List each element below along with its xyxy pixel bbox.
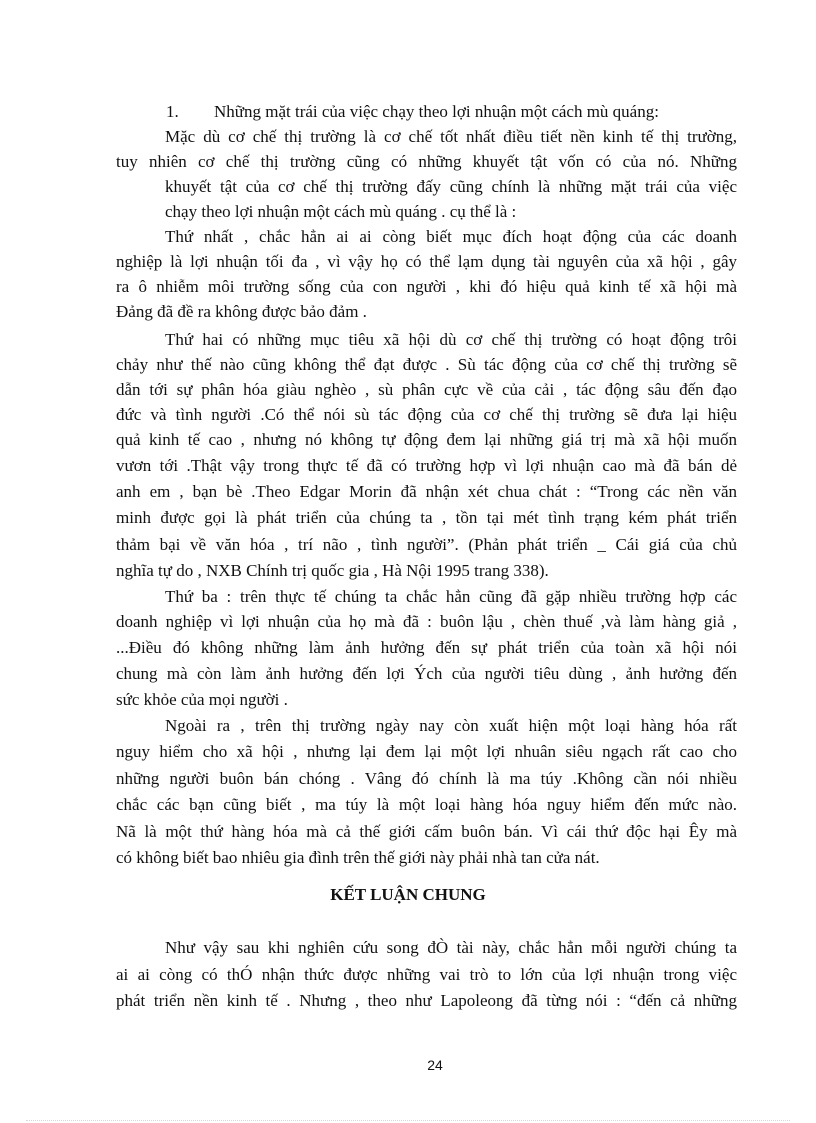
body-line: nghiệp là lợi nhuận tối đa , vì vậy họ có thể lạm dụng tài nguyên của xã hội , gây [116, 252, 737, 271]
page-number: 24 [427, 1057, 443, 1073]
body-line: sức khỏe của mọi người . [116, 690, 288, 709]
conclusion-title: KẾT LUẬN CHUNG [330, 885, 486, 904]
body-line: minh được gọi là phát triển của chúng ta , tồn tại mét tình trạng kém phát triển [116, 508, 737, 527]
conclusion-line: ai ai còng có thÓ nhận thức được những vai trò to lớn của lợi nhuận trong việc [116, 965, 737, 984]
body-line: ...Điều đó không những làm ảnh hưởng đến sự phát triển của toàn xã hội nói [116, 638, 737, 657]
body-line: Đảng đã đề ra không được bảo đảm . [116, 302, 367, 321]
body-line: Nã là một thứ hàng hóa mà cả thế giới cấm buôn bán. Vì cái thứ độc hại Êy mà [116, 822, 737, 841]
body-line: Thứ nhất , chắc hẳn ai ai còng biết mục đích hoạt động của các doanh [165, 227, 737, 246]
body-line: quả kinh tế cao , nhưng nó không tự động đem lại những giá trị mà xã hội muốn [116, 430, 737, 449]
body-line: nguy hiểm cho xã hội , nhưng lại đem lại một lợi nhuân siêu ngạch rất cao cho [116, 742, 737, 761]
body-line: tuy nhiên cơ chế thị trường cũng có những khuyết tật vốn có của nó. Những [116, 152, 737, 171]
body-line: Ngoài ra , trên thị trường ngày nay còn xuất hiện một loại hàng hóa rất [165, 716, 737, 735]
body-line: đức và tình người .Có thể nói sù tác động của cơ chế thị trường sẽ đưa lại hiệu [116, 405, 737, 424]
body-line: Thứ hai có những mục tiêu xã hội dù cơ chế thị trường có hoạt động trôi [165, 330, 737, 349]
body-line: vươn tới .Thật vậy trong thực tế đã có trường hợp vì lợi nhuận cao mà đã bán dẻ [116, 456, 737, 475]
body-line: thảm bại về văn hóa , trí não , tình người”. (Phản phát triển _ Cái giá của chủ [116, 535, 737, 554]
body-line: những người buôn bán chóng . Vâng đó chính là ma túy .Không cần nói nhiều [116, 769, 737, 788]
body-line: chạy theo lợi nhuận một cách mù quáng . cụ thể là : [165, 202, 517, 221]
body-line: chung mà còn làm ảnh hưởng đến lợi Ých của người tiêu dùng , ảnh hưởng đến [116, 664, 737, 683]
body-line: có không biết bao nhiêu gia đình trên thế giới này phải nhà tan cửa nát. [116, 848, 600, 867]
body-line: anh em , bạn bè .Theo Edgar Morin đã nhận xét chua chát : “Trong các nền văn [116, 482, 737, 501]
body-line: nghĩa tự do , NXB Chính trị quốc gia , Hà Nội 1995 trang 338). [116, 561, 549, 580]
conclusion-line: Như vậy sau khi nghiên cứu song đÒ tài này, chắc hẳn mỗi người chúng ta [165, 938, 737, 957]
body-line: dẫn tới sự phân hóa giàu nghèo , sù phân cực về của cải , tác động sâu đến đạo [116, 380, 737, 399]
body-line: khuyết tật của cơ chế thị trường đấy cũng chính là những mặt trái của việc [165, 177, 737, 196]
body-line: Thứ ba : trên thực tế chúng ta chắc hẳn cũng đã gặp nhiều trường hợp các [165, 587, 737, 606]
body-line: chắc các bạn cũng biết , ma túy là một loại hàng hóa nguy hiểm đến mức nào. [116, 795, 737, 814]
section-heading: Những mặt trái của việc chạy theo lợi nhuận một cách mù quáng: [214, 102, 659, 121]
body-line: ra ô nhiễm môi trường sống của con người , khi đó hiệu quả kinh tế xã hội mà [116, 277, 737, 296]
conclusion-line: phát triển nền kinh tế . Nhưng , theo như Lapoleong đã từng nói : “đến cả những [116, 991, 737, 1010]
section-number: 1. [166, 102, 179, 121]
page-bottom-divider [26, 1120, 790, 1121]
body-line: chảy như thế nào cũng không thể đạt được . Sù tác động của cơ chế thị trường sẽ [116, 355, 737, 374]
body-line: Mặc dù cơ chế thị trường là cơ chế tốt nhất điều tiết nền kinh tế thị trường, [165, 127, 737, 146]
body-line: doanh nghiệp vì lợi nhuận của họ mà đã : buôn lậu , chèn thuế ,và làm hàng giả , [116, 612, 737, 631]
